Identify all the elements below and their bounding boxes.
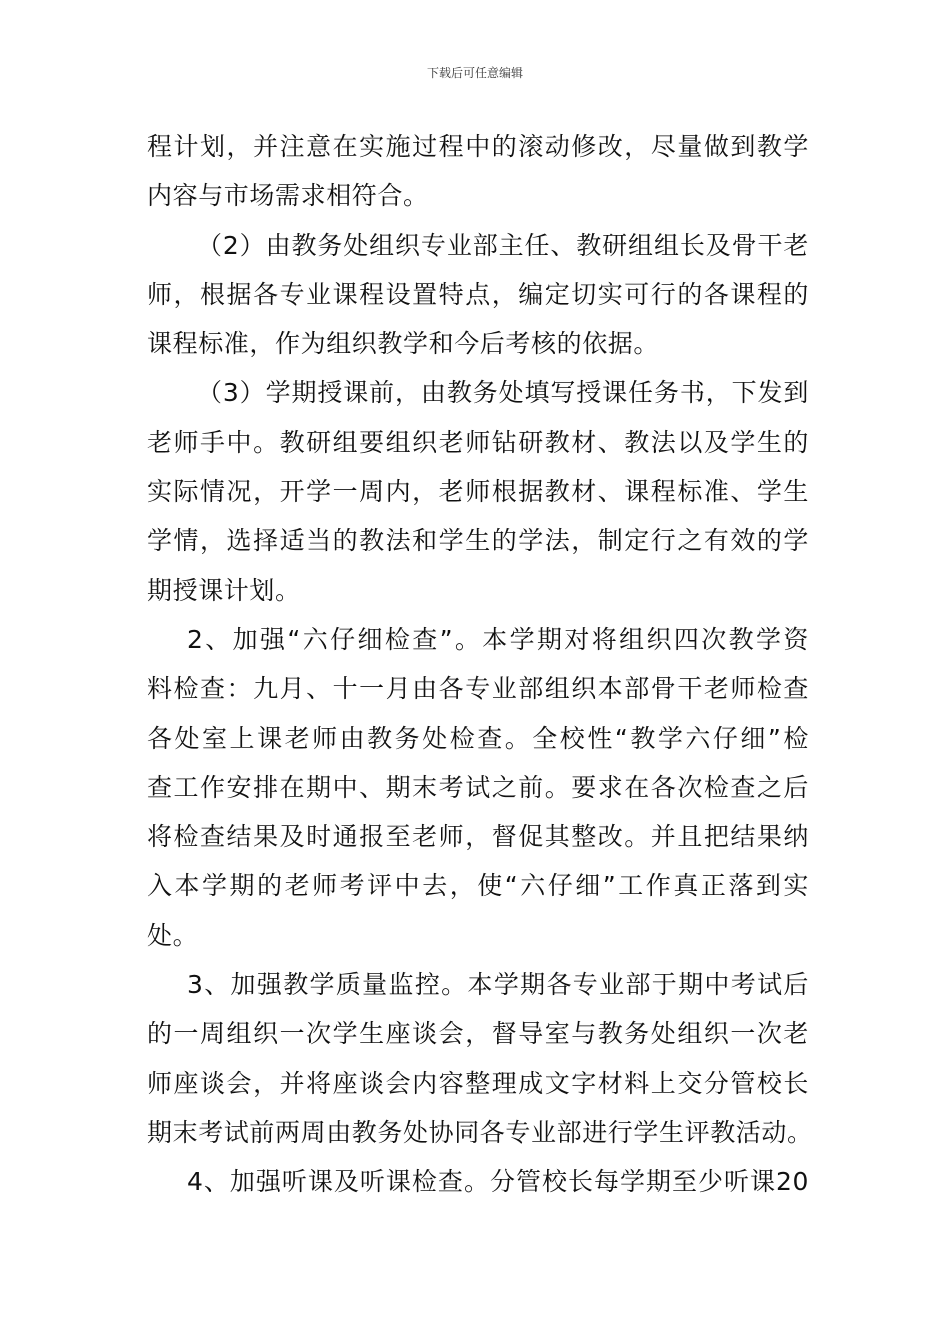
text-line: 期授课计划。	[147, 575, 301, 605]
text-line: 处。	[147, 920, 199, 950]
text-line: （2）由教务处组织专业部主任、教研组组长及骨干老	[197, 230, 809, 260]
text-line: 期末考试前两周由教务处协同各专业部进行学生评教活动。	[147, 1117, 813, 1147]
text-line: 的一周组织一次学生座谈会，督导室与教务处组织一次老	[147, 1019, 809, 1049]
text-line: 程计划，并注意在实施过程中的滚动修改，尽量做到教学	[147, 132, 809, 161]
text-line: 2、加强“六仔细检查”。本学期对将组织四次教学资	[187, 624, 809, 654]
text-line: 4、加强听课及听课检查。分管校长每学期至少听课20	[187, 1167, 809, 1197]
text-line: （3）学期授课前，由教务处填写授课任务书，下发到	[197, 378, 809, 408]
text-line: 料检查：九月、十一月由各专业部组织本部骨干老师检查	[147, 674, 809, 704]
text-line: 实际情况，开学一周内，老师根据教材、课程标准、学生	[147, 477, 809, 507]
text-line: 师座谈会，并将座谈会内容整理成文字材料上交分管校长	[147, 1068, 809, 1098]
document-body	[147, 122, 813, 1207]
text-line: 将检查结果及时通报至老师，督促其整改。并且把结果纳	[147, 822, 809, 852]
text-line: 课程标准，作为组织教学和今后考核的依据。	[147, 329, 660, 359]
text-line: 入本学期的老师考评中去，使“六仔细”工作真正落到实	[147, 871, 809, 901]
text-line: 3、加强教学质量监控。本学期各专业部于期中考试后	[187, 970, 809, 1000]
text-line: 师，根据各专业课程设置特点，编定切实可行的各课程的	[147, 279, 809, 309]
text-line: 老师手中。教研组要组织老师钻研教材、教法以及学生的	[147, 427, 809, 457]
text-line: 各处室上课老师由教务处检查。全校性“教学六仔细”检	[147, 723, 809, 753]
text-line: 内容与市场需求相符合。	[147, 181, 429, 211]
header-note: 下载后可任意编辑	[426, 66, 523, 80]
text-line: 学情，选择适当的教法和学生的学法，制定行之有效的学	[147, 526, 809, 556]
text-line: 查工作安排在期中、期末考试之前。要求在各次检查之后	[147, 772, 809, 802]
